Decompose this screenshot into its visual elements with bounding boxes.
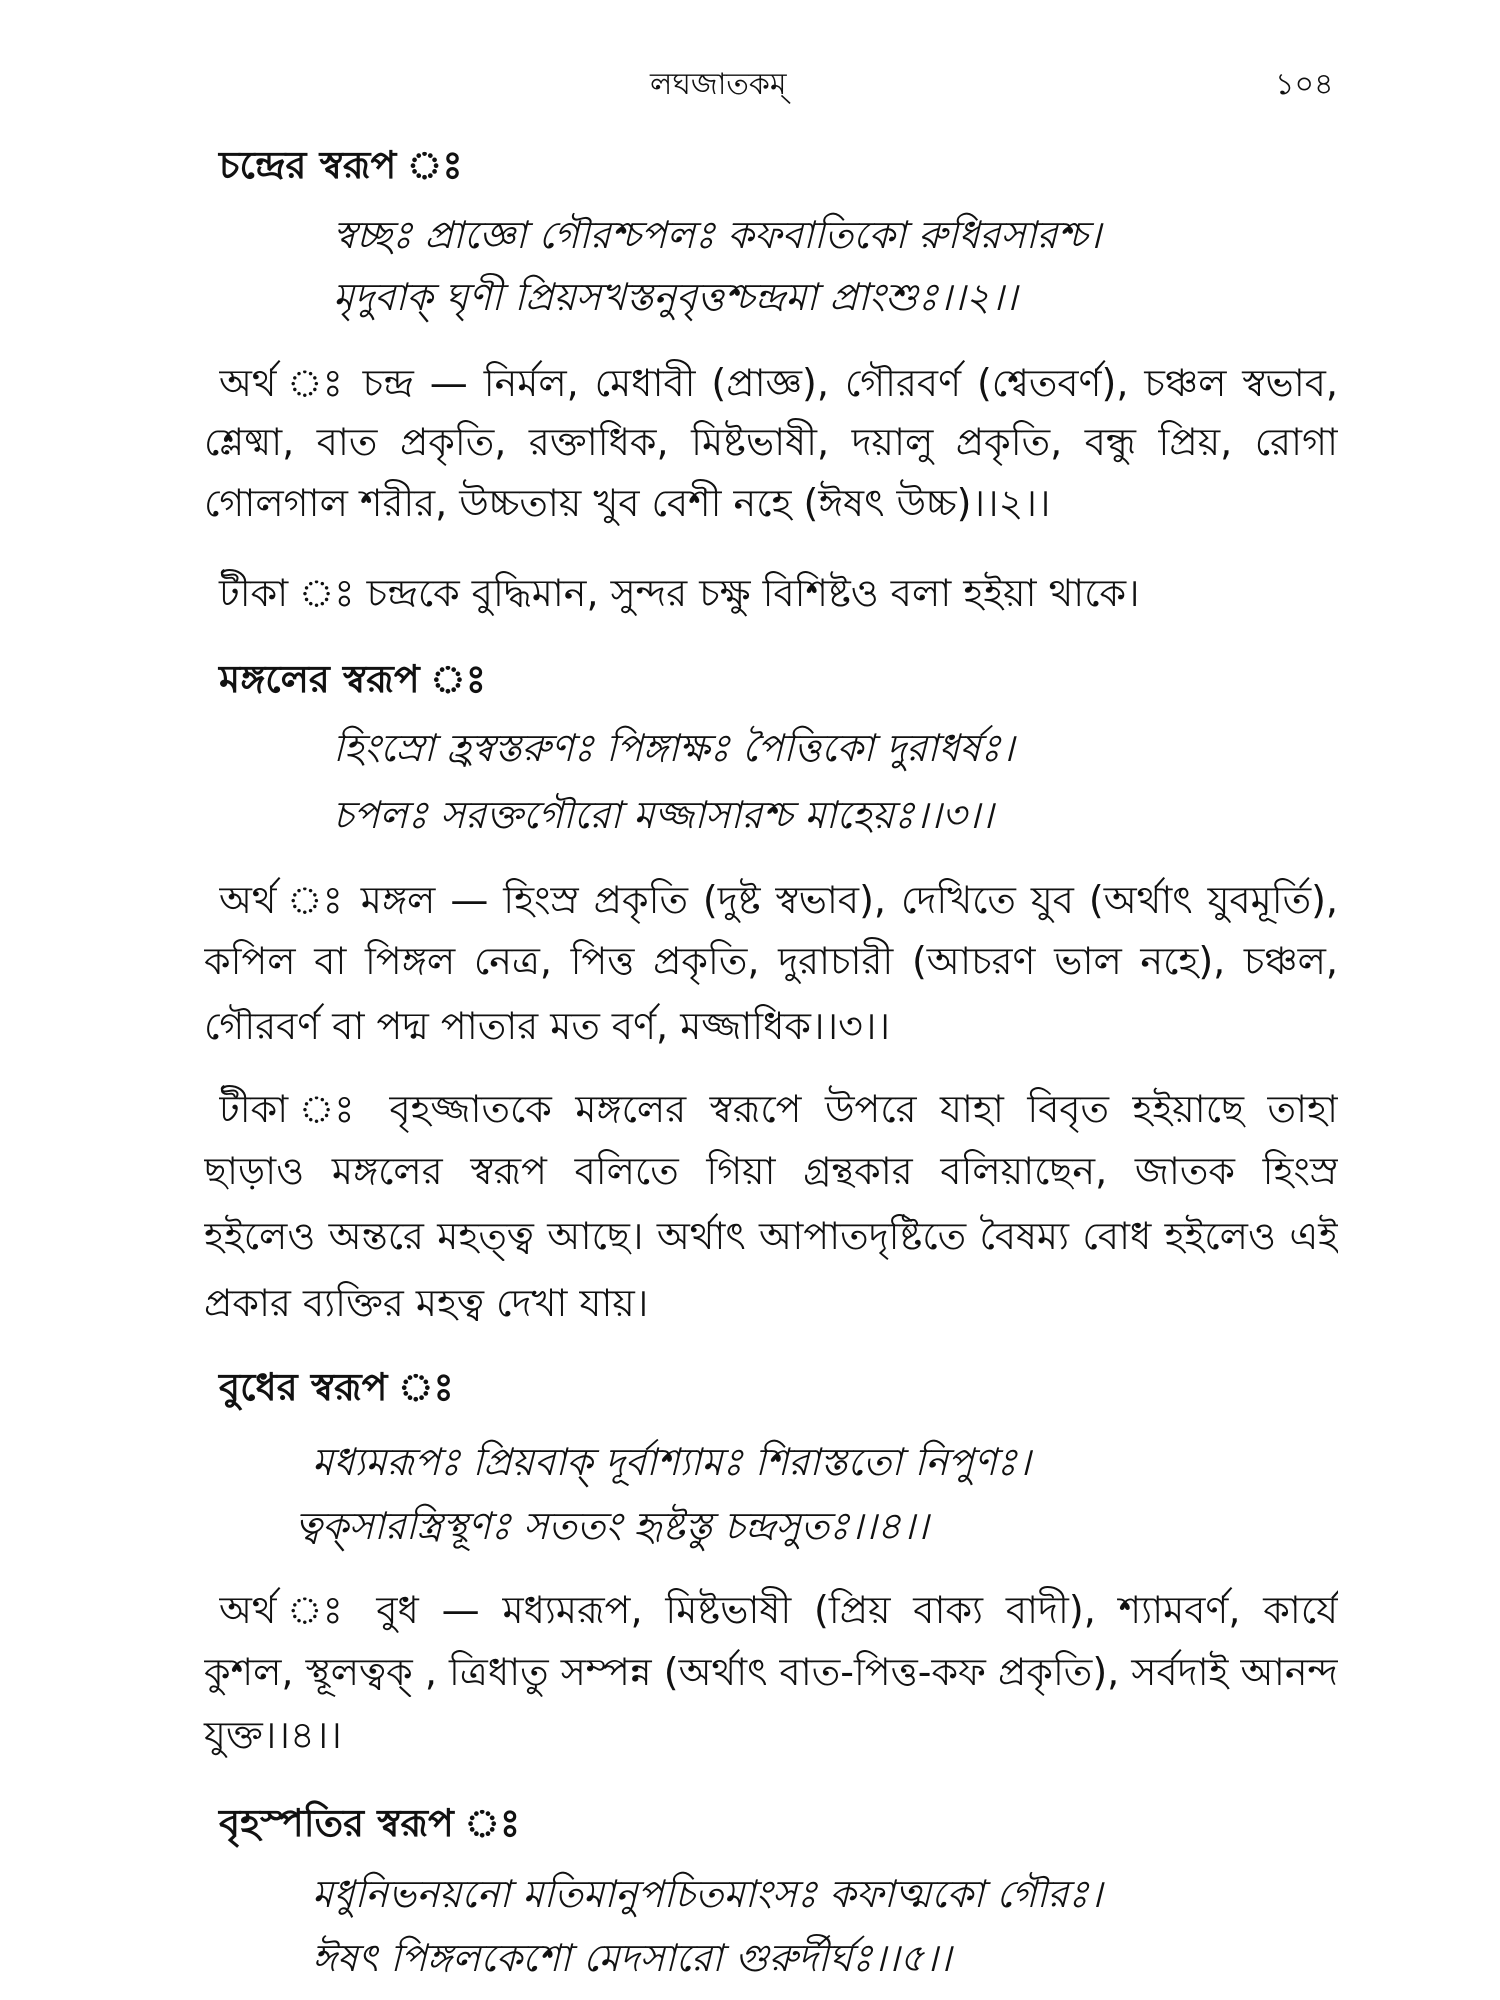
meaning-line: কপিল বা পিঙ্গল নেত্র, পিত্ত প্রকৃতি, দুরাচারী (আচরণ ভাল নহে), চঞ্চল, [204, 939, 1338, 983]
meaning-line: অর্থ ঃ বুধ — মধ্যমরূপ, মিষ্টভাষী (প্রিয় বাক্য বাদী), শ্যামবর্ণ, কার্যে [219, 1588, 1338, 1632]
meaning-line: কুশল, স্থূলত্বক্ , ত্রিধাতু সম্পন্ন (অর্থাৎ বাত-পিত্ত-কফ প্রকৃতি), সর্বদাই আনন্দ [204, 1650, 1338, 1694]
commentary-line: হইলেও অন্তরে মহত্ত্ব আছে। অর্থাৎ আপাতদৃষ্টিতে বৈষম্য বোধ হইলেও এই [204, 1214, 1338, 1258]
verse-line: চপলঃ সরক্তগৌরো মজ্জাসারশ্চ মাহেয়ঃ।।৩।। [333, 793, 994, 837]
verse-line: মৃদুবাক্ ঘৃণী প্রিয়সখস্তনুবৃত্তশ্চন্দ্রমা প্রাংশুঃ।।২।। [333, 275, 1018, 319]
verse-line: মধ্যমরূপঃ প্রিয়বাক্ দূর্বাশ্যামঃ শিরাস্ততো নিপুণঃ। [312, 1440, 1031, 1484]
meaning-line: গৌরবর্ণ বা পদ্ম পাতার মত বর্ণ, মজ্জাধিক।।৩।। [204, 1004, 891, 1048]
commentary-line: ছাড়াও মঙ্গলের স্বরূপ বলিতে গিয়া গ্রন্থকার বলিয়াছেন, জাতক হিংস্র [204, 1149, 1338, 1193]
verse-line: ঈষৎ পিঙ্গলকেশো মেদসারো গুরুর্দীর্ঘঃ।।৫।। [312, 1936, 952, 1980]
commentary-line: টীকা ঃ চন্দ্রকে বুদ্ধিমান, সুন্দর চক্ষু বিশিষ্টও বলা হইয়া থাকে। [219, 571, 1140, 615]
section-heading: চন্দ্রের স্বরূপ ঃ [219, 143, 463, 187]
meaning-line: গোলগাল শরীর, উচ্চতায় খুব বেশী নহে (ঈষৎ উচ্চ)।।২।। [204, 481, 1051, 525]
meaning-line: যুক্ত।।৪।। [204, 1713, 342, 1757]
meaning-line: অর্থ ঃ চন্দ্র — নির্মল, মেধাবী (প্রাজ্ঞ), গৌরবর্ণ (শ্বেতবর্ণ), চঞ্চল স্বভাব, [219, 361, 1338, 405]
running-title: লঘজাতকম্ [650, 67, 787, 102]
meaning-line: অর্থ ঃ মঙ্গল — হিংস্র প্রকৃতি (দুষ্ট স্বভাব), দেখিতে যুব (অর্থাৎ যুবমূর্তি), [219, 878, 1338, 922]
commentary-line: টীকা ঃ বৃহজ্জাতকে মঙ্গলের স্বরূপে উপরে যাহা বিবৃত হইয়াছে তাহা [219, 1087, 1338, 1131]
meaning-line: শ্লেষ্মা, বাত প্রকৃতি, রক্তাধিক, মিষ্টভাষী, দয়ালু প্রকৃতি, বন্ধু প্রিয়, রোগা [204, 420, 1338, 464]
page-number: ১০৪ [1275, 67, 1334, 102]
verse-line: ত্বক্‌সারস্ত্রিস্থূণঃ সততং হৃষ্টস্তু চন্দ্রসুতঃ।।৪।। [295, 1504, 929, 1548]
section-heading: মঙ্গলের স্বরূপ ঃ [219, 657, 486, 701]
verse-line: হিংস্রো হ্রস্বস্তরুণঃ পিঙ্গাক্ষঃ পৈত্তিকো দুরাধর্ষঃ। [333, 726, 1015, 770]
section-heading: বুধের স্বরূপ ঃ [219, 1365, 454, 1409]
verse-line: স্বচ্ছঃ প্রাজ্ঞো গৌরশ্চপলঃ কফবাতিকো রুধিরসারশ্চ। [333, 213, 1102, 257]
section-heading: বৃহস্পতির স্বরূপ ঃ [219, 1801, 521, 1845]
commentary-line: প্রকার ব্যক্তির মহত্ব দেখা যায়। [204, 1281, 649, 1325]
verse-line: মধুনিভনয়নো মতিমানুপচিতমাংসঃ কফাত্মকো গৌরঃ। [312, 1872, 1103, 1916]
